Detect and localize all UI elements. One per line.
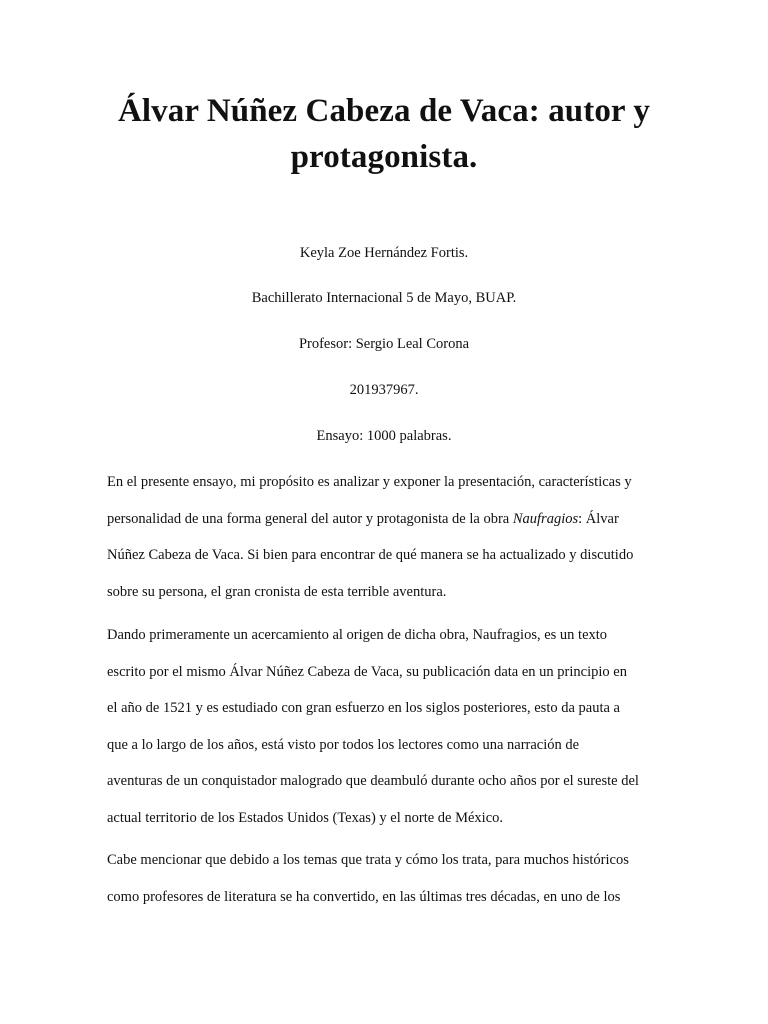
school-name: Bachillerato Internacional 5 de Mayo, BUAP. — [251, 290, 517, 306]
paragraph-line: actual territorio de los Estados Unidos (Texas) y el norte de México. — [107, 809, 504, 826]
paragraph-line: que a lo largo de los años, está visto por todos los lectores como una narración de — [107, 736, 580, 753]
paragraph-line: En el presente ensayo, mi propósito es analizar y exponer la presentación, características y — [107, 474, 632, 490]
paragraph-text: personalidad de una forma general del autor y protagonista de la obra — [107, 510, 513, 527]
paragraph-1 — [107, 464, 667, 610]
paragraph-line: Cabe mencionar que debido a los temas que trata y cómo los trata, para muchos históricos — [107, 852, 629, 868]
paragraph-line: Dando primeramente un acercamiento al origen de dicha obra, Naufragios, es un texto — [107, 627, 608, 643]
paragraph-3 — [107, 842, 667, 915]
paragraph-line: como profesores de literatura se ha convertido, en las últimas tres décadas, en uno de los — [107, 888, 621, 905]
title-line-1: Álvar Núñez Cabeza de Vaca: autor y — [117, 93, 651, 129]
paragraph-line: sobre su persona, el gran cronista de esta terrible aventura. — [107, 583, 447, 600]
paragraph-line: escrito por el mismo Álvar Núñez Cabeza de Vaca, su publicación data en un principio en — [107, 663, 627, 680]
paragraph-2 — [107, 617, 667, 836]
document-title — [60, 88, 708, 180]
paragraph-line: aventuras de un conquistador malogrado que deambuló durante ocho años por el sureste del — [107, 773, 639, 789]
paragraph-line: Núñez Cabeza de Vaca. Si bien para encontrar de qué manera se ha actualizado y discutido — [107, 547, 634, 563]
professor-name: Profesor: Sergio Leal Corona — [298, 336, 470, 352]
paragraph-line: el año de 1521 y es estudiado con gran esfuerzo en los siglos posteriores, esto da pauta a — [107, 700, 620, 716]
book-title-italic: Naufragios — [512, 510, 579, 527]
word-count: Ensayo: 1000 palabras. — [316, 428, 452, 444]
paragraph-text: : Álvar — [578, 510, 619, 527]
title-line-2: protagonista. — [290, 139, 478, 175]
author-name: Keyla Zoe Hernández Fortis. — [299, 245, 469, 261]
student-id: 201937967. — [349, 382, 419, 398]
paragraph-line — [107, 501, 667, 538]
